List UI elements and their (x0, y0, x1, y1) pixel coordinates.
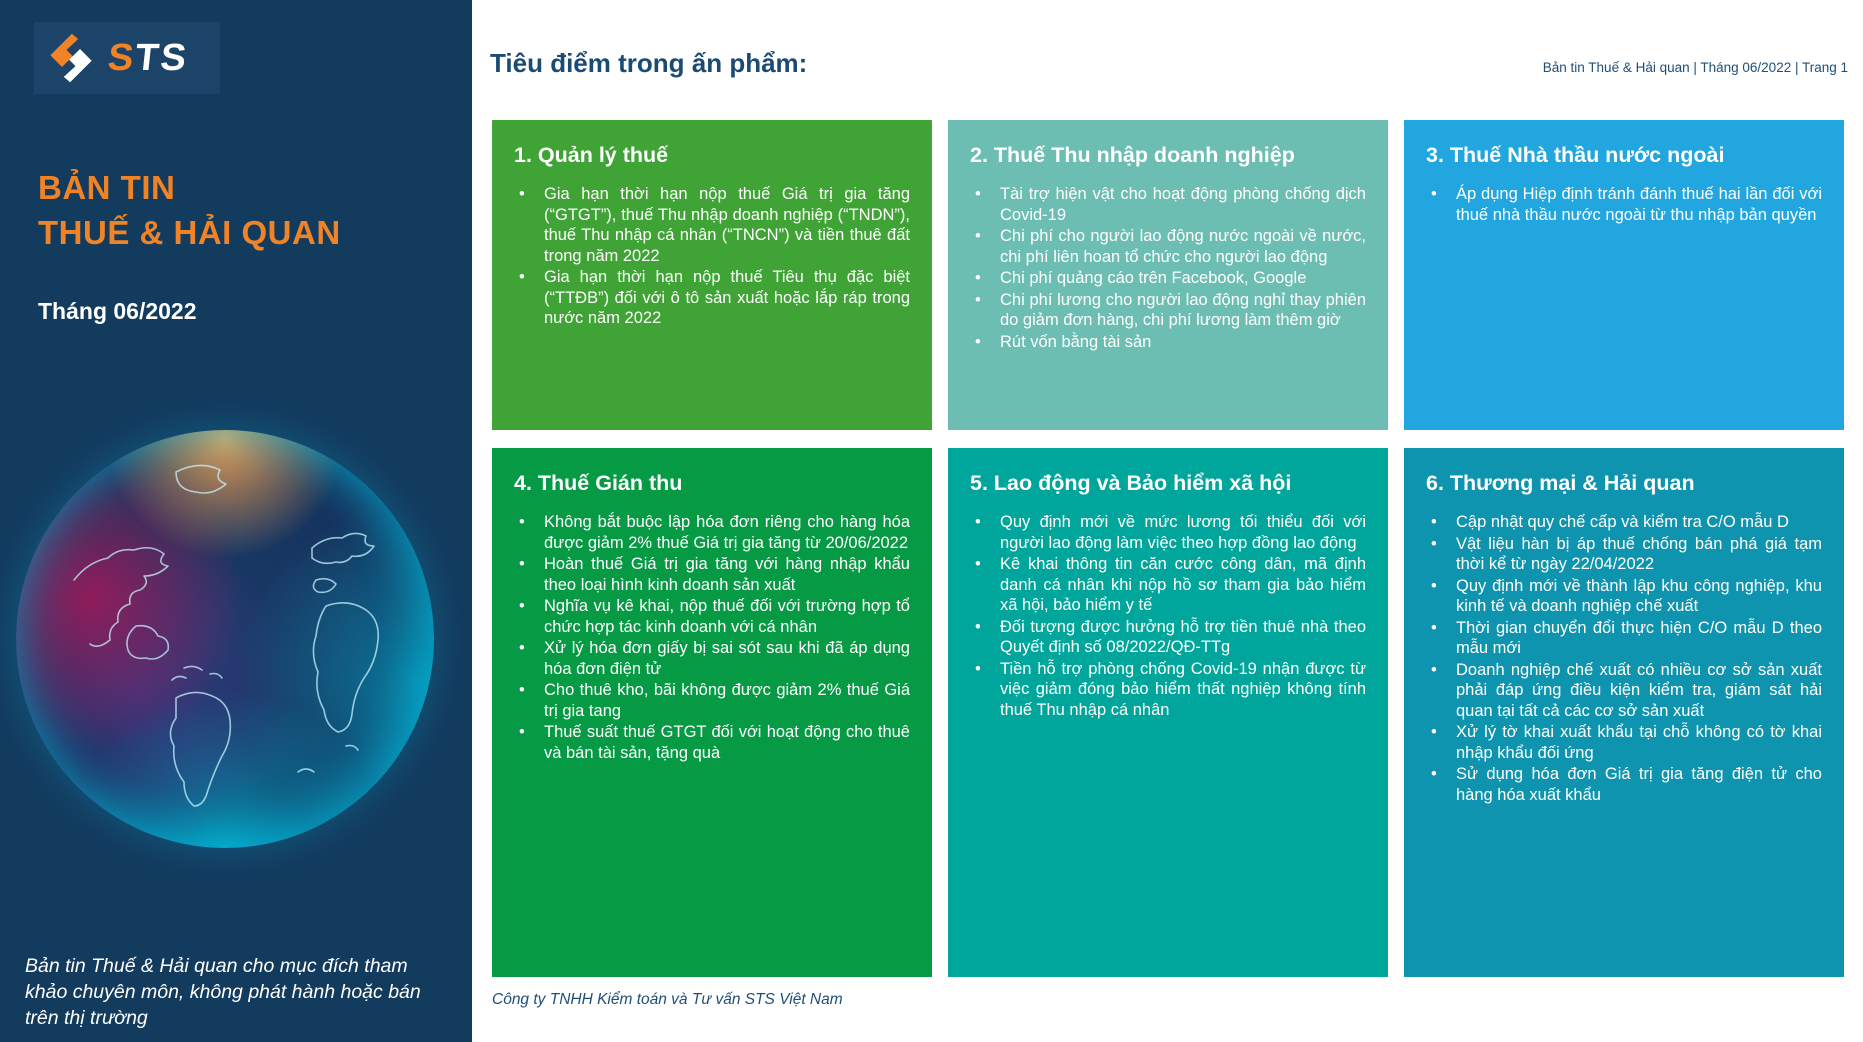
bullet-item: • Gia hạn thời hạn nộp thuế Tiêu thụ đặc biệt (“TTĐB”) đối với ô tô sản xuất hoặc lắp ráp trong nước năm 2022 (514, 267, 910, 329)
topic-card (492, 120, 932, 430)
bullet-item: • Sử dụng hóa đơn Giá trị gia tăng điện tử cho hàng hóa xuất khẩu (1426, 764, 1822, 805)
topic-card-bullets (970, 512, 1366, 720)
logo-text (106, 37, 190, 80)
topic-card-bullets (514, 512, 910, 763)
bullet-item: • Kê khai thông tin căn cước công dân, mã định danh cá nhân khi nộp hồ sơ tham gia bảo hiểm xã hội, bảo hiểm y tế (970, 554, 1366, 616)
topic-cards-grid (492, 120, 1844, 977)
newsletter-title-line1: BẢN TIN (38, 169, 176, 206)
topic-card-title: 1. Quản lý thuế (514, 143, 669, 167)
bullet-item: • Chi phí quảng cáo trên Facebook, Google (970, 268, 1366, 289)
newsletter-month: Tháng 06/2022 (38, 298, 197, 324)
bullet-item: • Cho thuê kho, bãi không được giảm 2% thuế Giá trị gia tang (514, 680, 910, 721)
topic-card-title: 4. Thuế Gián thu (514, 471, 683, 495)
logo-text-orange: S (105, 36, 138, 79)
topic-card-title: 2. Thuế Thu nhập doanh nghiệp (970, 143, 1295, 167)
topic-card-title: 6. Thương mại & Hải quan (1426, 471, 1695, 495)
topic-card-title: 5. Lao động và Bảo hiểm xã hội (970, 471, 1292, 495)
bullet-item: • Doanh nghiệp chế xuất có nhiều cơ sở sản xuất phải đáp ứng điều kiện kiểm tra, giám sát hải quan tại tất cả các cơ sở sản xuất (1426, 660, 1822, 722)
topic-card-title: 3. Thuế Nhà thầu nước ngoài (1426, 143, 1725, 167)
newsletter-title-line2: THUẾ & HẢI QUAN (38, 214, 341, 251)
bullet-item: • Quy định mới về thành lập khu công nghiệp, khu kinh tế và doanh nghiệp chế xuất (1426, 576, 1822, 617)
bullet-item: • Gia hạn thời hạn nộp thuế Giá trị gia tăng (“GTGT”), thuế Thu nhập doanh nghiệp (“TNDN”), thuế Thu nhập cá nhân (“TNCN”) và tiền thuê đất trong năm 2022 (514, 184, 910, 266)
footer-company: Công ty TNHH Kiểm toán và Tư vấn STS Việt Nam (492, 991, 843, 1008)
bullet-item: • Nghĩa vụ kê khai, nộp thuế đối với trường hợp tổ chức hợp tác kinh doanh với cá nhân (514, 596, 910, 637)
topic-card (948, 448, 1388, 977)
bullet-item: • Thời gian chuyển đổi thực hiện C/O mẫu D theo mẫu mới (1426, 618, 1822, 659)
page-meta: Bản tin Thuế & Hải quan | Tháng 06/2022 | Trang 1 (1542, 60, 1848, 75)
bullet-item: • Chi phí cho người lao động nước ngoài về nước, chi phí liên hoan tổ chức cho người lao động (970, 226, 1366, 267)
bullet-item: • Tài trợ hiện vật cho hoạt động phòng chống dịch Covid-19 (970, 184, 1366, 225)
globe-graphic (16, 430, 434, 848)
page-title: Tiêu điểm trong ấn phẩm: (490, 48, 808, 78)
newsletter-title (38, 165, 341, 255)
bullet-item: • Xử lý tờ khai xuất khẩu tại chỗ không có tờ khai nhập khẩu đối ứng (1426, 722, 1822, 763)
bullet-item: • Rút vốn bằng tài sản (970, 332, 1366, 353)
topic-card-bullets (970, 184, 1366, 352)
bullet-item: • Áp dụng Hiệp định tránh đánh thuế hai lần đối với thuế nhà thầu nước ngoài từ thu nhập bản quyền (1426, 184, 1822, 225)
bullet-item: • Vật liệu hàn bị áp thuế chống bán phá giá tạm thời kể từ ngày 22/04/2022 (1426, 534, 1822, 575)
topic-card-bullets (1426, 512, 1822, 805)
topic-card-bullets (514, 184, 910, 329)
bullet-item: • Hoàn thuế Giá trị gia tăng với hàng nhập khẩu theo loại hình kinh doanh sản xuất (514, 554, 910, 595)
sts-logo-glyph (44, 31, 98, 85)
topic-card (948, 120, 1388, 430)
bullet-item: • Quy định mới về mức lương tối thiểu đối với người lao động làm việc theo hợp đồng lao động (970, 512, 1366, 553)
sidebar (0, 0, 472, 1042)
sts-logo (34, 22, 220, 94)
bullet-item: • Không bắt buộc lập hóa đơn riêng cho hàng hóa được giảm 2% thuế Giá trị gia tăng từ 20/06/2022 (514, 512, 910, 553)
logo-text-white: TS (133, 36, 191, 79)
bullet-item: • Cập nhật quy chế cấp và kiểm tra C/O mẫu D (1426, 512, 1822, 533)
topic-card (1404, 448, 1844, 977)
sidebar-disclaimer: Bản tin Thuế & Hải quan cho mục đích tham khảo chuyên môn, không phát hành hoặc bán trên thị trường (25, 955, 421, 1029)
topic-card (1404, 120, 1844, 430)
bullet-item: • Tiền hỗ trợ phòng chống Covid-19 nhận được từ việc giảm đóng bảo hiểm thất nghiệp không tính thuế Thu nhập cá nhân (970, 659, 1366, 721)
bullet-item: • Chi phí lương cho người lao động nghỉ thay phiên do giảm đơn hàng, chi phí lương làm thêm giờ (970, 290, 1366, 331)
bullet-item: • Thuế suất thuế GTGT đối với hoạt động cho thuê và bán tài sản, tặng quà (514, 722, 910, 763)
topic-card (492, 448, 932, 977)
bullet-item: • Đối tượng được hưởng hỗ trợ tiền thuê nhà theo Quyết định số 08/2022/QĐ-TTg (970, 617, 1366, 658)
globe-continents (16, 430, 434, 848)
bullet-item: • Xử lý hóa đơn giấy bị sai sót sau khi đã áp dụng hóa đơn điện tử (514, 638, 910, 679)
topic-card-bullets (1426, 184, 1822, 225)
